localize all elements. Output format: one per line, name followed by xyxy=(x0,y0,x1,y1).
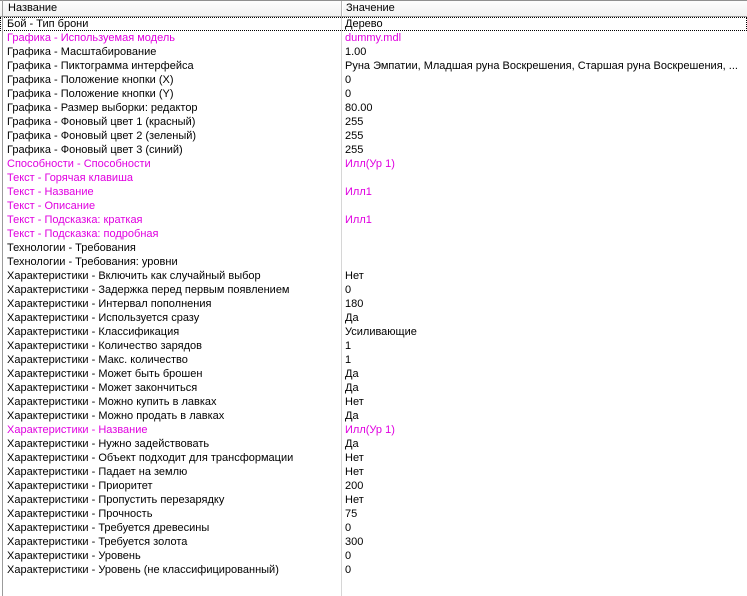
table-row[interactable] xyxy=(0,549,747,563)
property-name-cell: Технологии - Требования: уровни xyxy=(7,256,178,268)
property-name-cell: Текст - Название xyxy=(7,186,94,198)
property-value-cell: Нет xyxy=(345,396,364,408)
table-row[interactable] xyxy=(0,129,747,143)
property-value-cell xyxy=(341,199,747,213)
property-value-cell: Дерево xyxy=(345,18,383,30)
property-name-cell: Текст - Подсказка: подробная xyxy=(7,228,159,240)
property-value-cell: 1.00 xyxy=(345,46,367,58)
property-name-cell: Характеристики - Падает на землю xyxy=(7,466,188,478)
table-row[interactable] xyxy=(0,395,747,409)
property-name-cell: Характеристики - Приоритет xyxy=(7,480,153,492)
property-value-cell: 255 xyxy=(345,130,364,142)
property-name-cell: Текст - Описание xyxy=(7,200,96,212)
property-name-cell: Характеристики - Может закончиться xyxy=(7,382,198,394)
property-name-cell: Характеристики - Нужно задействовать xyxy=(7,438,210,450)
table-row[interactable] xyxy=(0,171,747,185)
table-row[interactable] xyxy=(0,297,747,311)
table-row[interactable] xyxy=(0,311,747,325)
table-row[interactable] xyxy=(0,45,747,59)
table-row[interactable] xyxy=(0,213,747,227)
table-row[interactable] xyxy=(0,367,747,381)
table-row[interactable] xyxy=(0,241,747,255)
property-rows-container xyxy=(0,17,747,577)
table-row[interactable] xyxy=(0,185,747,199)
property-value-cell: Нет xyxy=(345,452,364,464)
property-value-cell: dummy.mdl xyxy=(345,32,402,44)
property-value-cell: 80.00 xyxy=(345,102,373,114)
property-name-cell: Характеристики - Пропустить перезарядку xyxy=(7,494,225,506)
property-name-cell: Характеристики - Можно продать в лавках xyxy=(7,410,225,422)
property-name-cell: Характеристики - Классификация xyxy=(7,326,180,338)
property-name-cell: Характеристики - Требуется древесины xyxy=(7,522,210,534)
property-name-cell: Графика - Используемая модель xyxy=(7,32,175,44)
table-row[interactable] xyxy=(0,101,747,115)
property-value-cell: 0 xyxy=(345,564,352,576)
property-name-cell: Характеристики - Уровень (не классифицированный) xyxy=(7,564,279,576)
property-value-cell: 1 xyxy=(345,354,352,366)
property-value-cell: Нет xyxy=(345,466,364,478)
property-name-cell: Графика - Фоновый цвет 1 (красный) xyxy=(7,116,196,128)
table-row[interactable] xyxy=(0,73,747,87)
property-name-cell: Характеристики - Название xyxy=(7,424,148,436)
property-value-cell: 1 xyxy=(345,340,352,352)
property-name-cell: Характеристики - Требуется золота xyxy=(7,536,188,548)
property-value-cell: 0 xyxy=(345,88,352,100)
property-name-cell: Характеристики - Прочность xyxy=(7,508,153,520)
table-row[interactable] xyxy=(0,283,747,297)
property-value-cell: Да xyxy=(345,382,359,394)
property-value-cell: Да xyxy=(345,410,359,422)
property-value-cell: 0 xyxy=(345,550,352,562)
table-row[interactable] xyxy=(0,563,747,577)
table-row[interactable] xyxy=(0,339,747,353)
property-name-cell: Графика - Фоновый цвет 2 (зеленый) xyxy=(7,130,197,142)
property-name-cell: Графика - Пиктограмма интерфейса xyxy=(7,60,194,72)
table-row[interactable] xyxy=(0,31,747,45)
table-row[interactable] xyxy=(0,325,747,339)
table-row[interactable] xyxy=(0,381,747,395)
property-name-cell: Характеристики - Может быть брошен xyxy=(7,368,203,380)
property-name-cell: Характеристики - Используется сразу xyxy=(7,312,200,324)
property-value-cell xyxy=(341,241,747,255)
table-row[interactable] xyxy=(0,409,747,423)
table-row[interactable] xyxy=(0,115,747,129)
table-row[interactable] xyxy=(0,507,747,521)
table-row[interactable] xyxy=(0,423,747,437)
property-value-cell: Усиливающие xyxy=(345,326,417,338)
property-name-cell: Графика - Масштабирование xyxy=(7,46,157,58)
table-row[interactable] xyxy=(0,437,747,451)
table-row[interactable] xyxy=(0,227,747,241)
property-value-cell: Нет xyxy=(345,270,364,282)
table-row[interactable] xyxy=(0,255,747,269)
property-value-cell: Да xyxy=(345,312,359,324)
property-name-cell: Графика - Положение кнопки (Y) xyxy=(7,88,174,100)
property-value-cell xyxy=(341,171,747,185)
column-header-value[interactable]: Значение xyxy=(341,1,747,16)
table-row[interactable] xyxy=(0,535,747,549)
property-name-cell: Графика - Положение кнопки (X) xyxy=(7,74,174,86)
property-name-cell: Характеристики - Объект подходит для трансформации xyxy=(7,452,294,464)
property-name-cell: Способности - Способности xyxy=(7,158,151,170)
table-row[interactable] xyxy=(0,521,747,535)
property-name-cell: Характеристики - Задержка перед первым появлением xyxy=(7,284,290,296)
property-name-cell: Характеристики - Включить как случайный выбор xyxy=(7,270,261,282)
property-value-cell: Илл(Ур 1) xyxy=(345,158,395,170)
property-value-cell: Да xyxy=(345,438,359,450)
property-value-cell: Да xyxy=(345,368,359,380)
property-value-cell: Руна Эмпатии, Младшая руна Воскрешения, Старшая руна Воскрешения, ... xyxy=(345,60,738,72)
table-row[interactable] xyxy=(0,17,747,31)
property-value-cell: 255 xyxy=(345,116,364,128)
property-value-cell: 0 xyxy=(345,74,352,86)
property-name-cell: Графика - Размер выборки: редактор xyxy=(7,102,198,114)
table-row[interactable] xyxy=(0,143,747,157)
property-name-cell: Бой - Тип брони xyxy=(7,18,89,30)
table-row[interactable] xyxy=(0,87,747,101)
pane-left-border xyxy=(2,0,3,596)
property-value-cell: Илл1 xyxy=(345,186,372,198)
property-name-cell: Текст - Подсказка: краткая xyxy=(7,214,143,226)
table-row[interactable] xyxy=(0,451,747,465)
property-value-cell: 255 xyxy=(345,144,364,156)
table-row[interactable] xyxy=(0,269,747,283)
property-name-cell: Характеристики - Уровень xyxy=(7,550,141,562)
property-value-cell: 180 xyxy=(345,298,364,310)
table-row[interactable] xyxy=(0,59,747,73)
property-value-cell: 0 xyxy=(345,284,352,296)
property-name-cell: Текст - Горячая клавиша xyxy=(7,172,134,184)
property-name-cell: Технологии - Требования xyxy=(7,242,136,254)
property-value-cell xyxy=(341,227,747,241)
table-row[interactable] xyxy=(0,199,747,213)
property-name-cell: Графика - Фоновый цвет 3 (синий) xyxy=(7,144,183,156)
grid-header xyxy=(0,0,747,17)
property-value-cell: 300 xyxy=(345,536,364,548)
property-value-cell: Илл1 xyxy=(345,214,372,226)
table-row[interactable] xyxy=(0,493,747,507)
property-value-cell: Нет xyxy=(345,494,364,506)
property-value-cell: 200 xyxy=(345,480,364,492)
property-value-cell: 0 xyxy=(345,522,352,534)
column-header-name[interactable]: Название xyxy=(8,2,58,14)
property-name-cell: Характеристики - Макс. количество xyxy=(7,354,188,366)
table-row[interactable] xyxy=(0,465,747,479)
property-name-cell: Характеристики - Можно купить в лавках xyxy=(7,396,217,408)
table-row[interactable] xyxy=(0,479,747,493)
property-name-cell: Характеристики - Количество зарядов xyxy=(7,340,202,352)
table-row[interactable] xyxy=(0,353,747,367)
table-row[interactable] xyxy=(0,157,747,171)
property-value-cell xyxy=(341,255,747,269)
property-name-cell: Характеристики - Интервал пополнения xyxy=(7,298,212,310)
property-value-cell: Илл(Ур 1) xyxy=(345,424,395,436)
property-value-cell: 75 xyxy=(345,508,358,520)
